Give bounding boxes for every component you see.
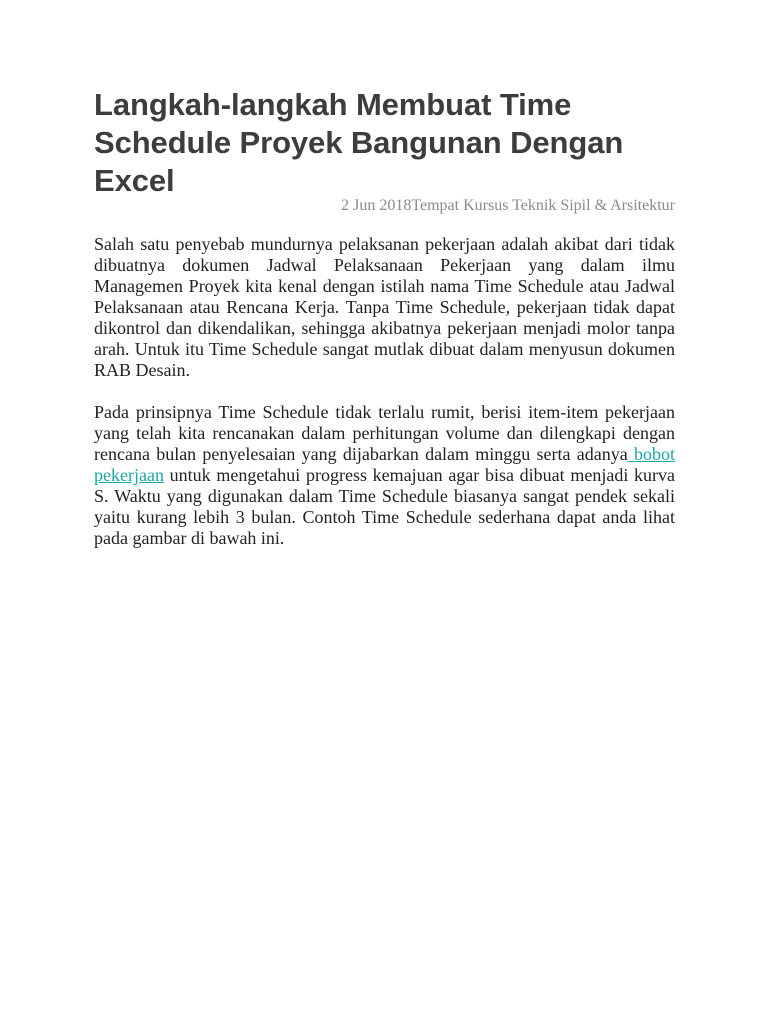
article-title: Langkah-langkah Membuat Time Schedule Proyek Bangunan Dengan Excel <box>94 87 624 198</box>
paragraph-intro: Salah satu penyebab mundurnya pelaksanan pekerjaan adalah akibat dari tidak dibuatnya dokumen Jadwal Pelaksanaan Pekerjaan yang dalam ilmu Managemen Proyek kita kenal dengan istilah nama Time Schedule atau Jadwal Pelaksanaan atau Rencana Kerja. Tanpa Time Schedule, pekerjaan tidak dapat dikontrol dan dikendalikan, sehingga akibatnya pekerjaan menjadi molor tanpa arah. Untuk itu Time Schedule sangat mutlak dibuat dalam menyusun dokumen RAB Desain. <box>94 234 675 380</box>
paragraph-principle <box>94 402 675 549</box>
paragraph-principle-text-after: untuk mengetahui progress kemajuan agar bisa dibuat menjadi kurva S. Waktu yang digunakan dalam Time Schedule biasanya sangat pendek sekali yaitu kurang lebih 3 bulan. Contoh Time Schedule sederhana dapat anda lihat pada gambar di bawah ini. <box>94 465 675 548</box>
bobot-pekerjaan-link[interactable]: bobot pekerjaan <box>94 444 675 485</box>
article-date: 2 Jun 2018 <box>341 197 412 214</box>
article-source: Tempat Kursus Teknik Sipil & Arsitektur <box>411 197 675 214</box>
article-meta <box>94 196 675 216</box>
article <box>94 86 675 549</box>
paragraph-principle-text-before: Pada prinsipnya Time Schedule tidak terlalu rumit, berisi item-item pekerjaan yang telah kita rencanakan dalam perhitungan volume dan dilengkapi dengan rencana bulan penyelesaian yang dijabarkan dalam minggu serta adanya <box>94 402 675 464</box>
